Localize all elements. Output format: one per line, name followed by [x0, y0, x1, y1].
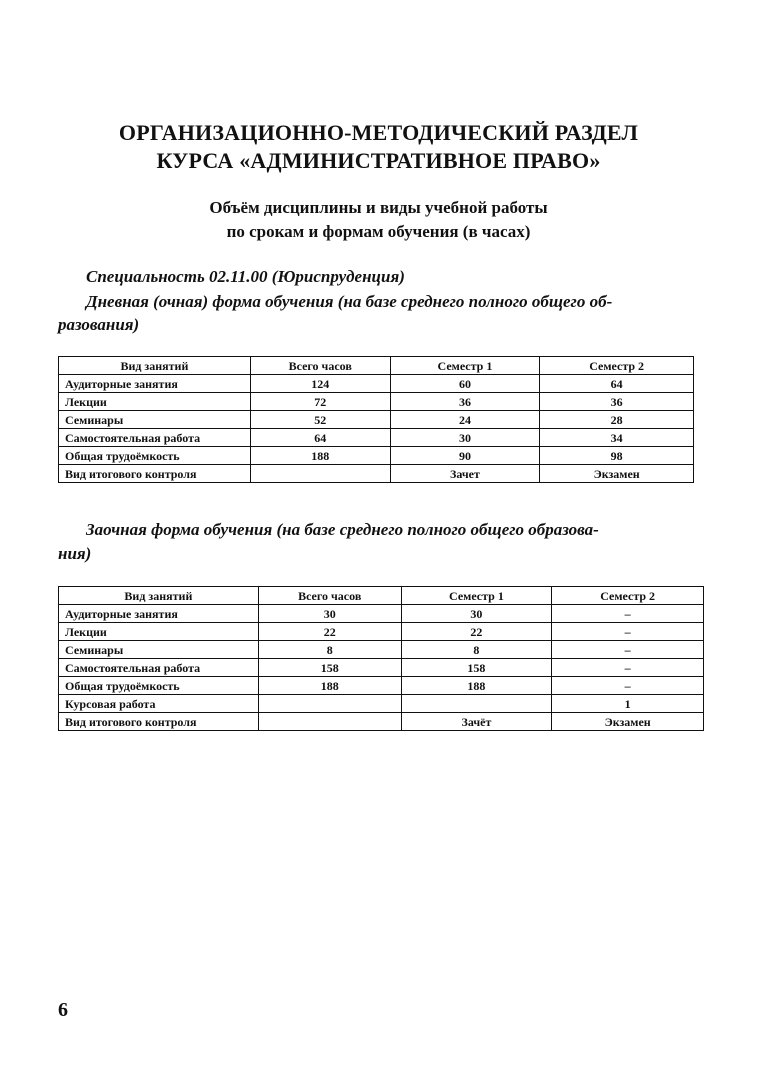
- table-row: [59, 713, 704, 731]
- table-row: [59, 393, 694, 411]
- table-cell: [250, 465, 390, 483]
- table-cell: 30: [390, 429, 540, 447]
- column-header: Вид занятий: [59, 357, 251, 375]
- specialty-heading: Специальность 02.11.00 (Юриспруденция): [86, 267, 405, 286]
- table-row: [59, 659, 704, 677]
- table-cell: 90: [390, 447, 540, 465]
- table-row: [59, 677, 704, 695]
- row-label-cell: Семинары: [59, 641, 259, 659]
- table-cell: [258, 713, 401, 731]
- table-cell: –: [552, 641, 704, 659]
- row-label-cell: Самостоятельная работа: [59, 659, 259, 677]
- table-cell: 34: [540, 429, 694, 447]
- row-label-cell: Аудиторные занятия: [59, 375, 251, 393]
- column-header: Семестр 2: [552, 587, 704, 605]
- table-cell: 36: [390, 393, 540, 411]
- table-header-row: [59, 357, 694, 375]
- table-cell: 98: [540, 447, 694, 465]
- table-row: [59, 375, 694, 393]
- column-header: Всего часов: [258, 587, 401, 605]
- table-correspondence-body: [59, 587, 704, 731]
- table-cell: 72: [250, 393, 390, 411]
- table-cell: 64: [540, 375, 694, 393]
- row-label-cell: Лекции: [59, 623, 259, 641]
- table-row: [59, 623, 704, 641]
- row-label-cell: Вид итогового контроля: [59, 713, 259, 731]
- table-cell: [258, 695, 401, 713]
- table-cell: –: [552, 605, 704, 623]
- row-label-cell: Курсовая работа: [59, 695, 259, 713]
- page-title-line-2: КУРСА «АДМИНИСТРАТИВНОЕ ПРАВО»: [156, 148, 601, 173]
- section1-intro-line-2: разования): [58, 315, 140, 334]
- table-cell: 188: [401, 677, 552, 695]
- table-cell: 60: [390, 375, 540, 393]
- table-cell: 188: [250, 447, 390, 465]
- table-correspondence: [58, 586, 704, 731]
- table-cell: –: [552, 677, 704, 695]
- table-row: [59, 465, 694, 483]
- table-row: [59, 641, 704, 659]
- table-cell: 64: [250, 429, 390, 447]
- row-label-cell: Аудиторные занятия: [59, 605, 259, 623]
- row-label-cell: Лекции: [59, 393, 251, 411]
- subtitle-line-2: по срокам и формам обучения (в часах): [226, 222, 531, 241]
- table-cell: 8: [258, 641, 401, 659]
- table-row: [59, 695, 704, 713]
- table-cell: Экзамен: [540, 465, 694, 483]
- table-cell: 188: [258, 677, 401, 695]
- table-cell: 52: [250, 411, 390, 429]
- table-cell: 158: [258, 659, 401, 677]
- table-cell: Зачет: [390, 465, 540, 483]
- table-cell: 124: [250, 375, 390, 393]
- column-header: Семестр 1: [401, 587, 552, 605]
- table-cell: 36: [540, 393, 694, 411]
- column-header: Семестр 1: [390, 357, 540, 375]
- table-cell: 22: [401, 623, 552, 641]
- table-cell: 8: [401, 641, 552, 659]
- subtitle-line-1: Объём дисциплины и виды учебной работы: [209, 198, 548, 217]
- row-label-cell: Общая трудоёмкость: [59, 447, 251, 465]
- row-label-cell: Семинары: [59, 411, 251, 429]
- table-cell: 28: [540, 411, 694, 429]
- table-full-time: [58, 356, 694, 483]
- table-cell: –: [552, 659, 704, 677]
- table-row: [59, 447, 694, 465]
- section1-intro-line-1: Дневная (очная) форма обучения (на базе среднего полного общего об-: [86, 292, 613, 311]
- table-row: [59, 605, 704, 623]
- table-cell: 22: [258, 623, 401, 641]
- table-cell: Экзамен: [552, 713, 704, 731]
- table-row: [59, 411, 694, 429]
- table-header-row: [59, 587, 704, 605]
- column-header: Вид занятий: [59, 587, 259, 605]
- table-cell: 30: [401, 605, 552, 623]
- row-label-cell: Самостоятельная работа: [59, 429, 251, 447]
- section2-intro-line-2: ния): [58, 544, 92, 563]
- table-row: [59, 429, 694, 447]
- table-full-time-body: [59, 357, 694, 483]
- section2-intro-line-1: Заочная форма обучения (на базе среднего полного общего образова-: [86, 520, 599, 539]
- page-title-line-1: ОРГАНИЗАЦИОННО-МЕТОДИЧЕСКИЙ РАЗДЕЛ: [118, 120, 639, 145]
- column-header: Семестр 2: [540, 357, 694, 375]
- table-cell: [401, 695, 552, 713]
- table-cell: 30: [258, 605, 401, 623]
- table-cell: Зачёт: [401, 713, 552, 731]
- row-label-cell: Вид итогового контроля: [59, 465, 251, 483]
- page-number: 6: [58, 999, 68, 1021]
- column-header: Всего часов: [250, 357, 390, 375]
- table-cell: 24: [390, 411, 540, 429]
- row-label-cell: Общая трудоёмкость: [59, 677, 259, 695]
- table-cell: 158: [401, 659, 552, 677]
- table-cell: –: [552, 623, 704, 641]
- table-cell: 1: [552, 695, 704, 713]
